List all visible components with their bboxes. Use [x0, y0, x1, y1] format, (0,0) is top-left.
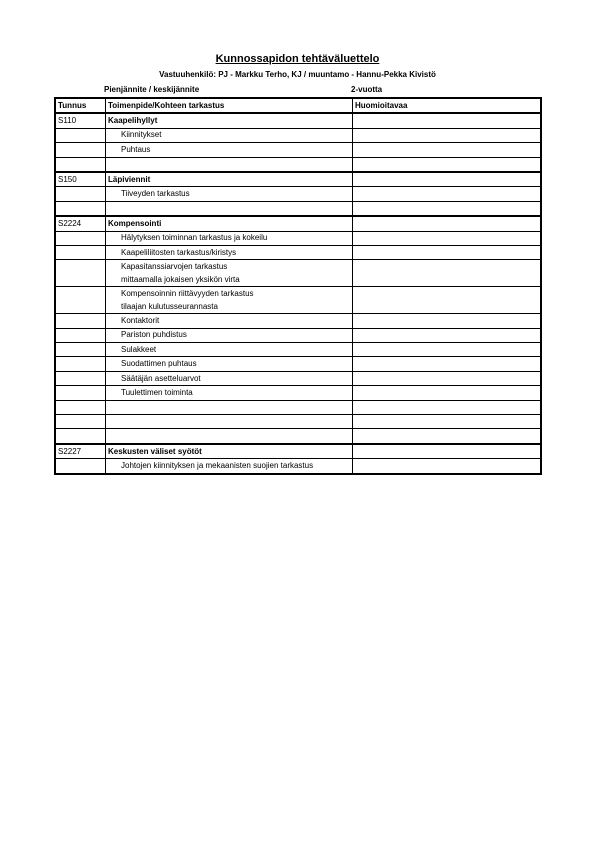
- section-row: [55, 172, 541, 187]
- column-header-code: Tunnus: [55, 98, 106, 113]
- task-code: [55, 260, 106, 287]
- table-row: [55, 415, 541, 429]
- task-code: [55, 201, 106, 216]
- task-code: [55, 400, 106, 414]
- task-item: [106, 400, 353, 414]
- table-row: [55, 357, 541, 371]
- notes-cell: [353, 260, 542, 287]
- task-item: Kiinnitykset: [106, 128, 353, 142]
- section-row: [55, 113, 541, 128]
- section-row: [55, 216, 541, 231]
- notes-cell: [353, 187, 542, 201]
- task-code: [55, 157, 106, 172]
- notes-cell: [353, 314, 542, 328]
- notes-cell: [353, 172, 542, 187]
- task-code: [55, 386, 106, 400]
- notes-cell: [353, 343, 542, 357]
- responsible-persons: Vastuuhenkilö: PJ - Markku Terho, KJ / muuntamo - Hannu-Pekka Kivistö: [159, 70, 436, 79]
- section-title: Kompensointi: [106, 216, 353, 231]
- notes-cell: [353, 143, 542, 157]
- table-row: [55, 287, 541, 314]
- task-code: S110: [55, 113, 106, 128]
- notes-cell: [353, 444, 542, 459]
- notes-cell: [353, 157, 542, 172]
- table-row: [55, 386, 541, 400]
- task-code: [55, 328, 106, 342]
- table-row: [55, 343, 541, 357]
- task-code: [55, 314, 106, 328]
- notes-cell: [353, 245, 542, 259]
- notes-cell: [353, 128, 542, 142]
- notes-cell: [353, 328, 542, 342]
- table-row: [55, 157, 541, 172]
- section-title: Kaapelihyllyt: [106, 113, 353, 128]
- table-row: [55, 231, 541, 245]
- table-row: [55, 260, 541, 287]
- notes-cell: [353, 201, 542, 216]
- notes-cell: [353, 386, 542, 400]
- task-code: [55, 287, 106, 314]
- notes-cell: [353, 400, 542, 414]
- task-item: Puhtaus: [106, 143, 353, 157]
- notes-cell: [353, 231, 542, 245]
- task-code: [55, 357, 106, 371]
- notes-cell: [353, 287, 542, 314]
- notes-cell: [353, 216, 542, 231]
- task-item: Kontaktorit: [106, 314, 353, 328]
- task-item: [106, 201, 353, 216]
- task-item: [106, 157, 353, 172]
- task-item-line: tilaajan kulutusseurannasta: [121, 301, 218, 311]
- notes-cell: [353, 459, 542, 474]
- task-item: [106, 260, 353, 287]
- task-item: Pariston puhdistus: [106, 328, 353, 342]
- section-title: Läpiviennit: [106, 172, 353, 187]
- task-item-line: Kompensoinnin riittävyyden tarkastus: [121, 288, 254, 298]
- task-code: S150: [55, 172, 106, 187]
- table-row: [55, 187, 541, 201]
- task-code: [55, 231, 106, 245]
- notes-cell: [353, 371, 542, 385]
- table-row: [55, 371, 541, 385]
- table-row: [55, 201, 541, 216]
- task-item: Säätäjän asetteluarvot: [106, 371, 353, 385]
- task-code: [55, 415, 106, 429]
- task-code: S2227: [55, 444, 106, 459]
- task-table: [54, 97, 542, 475]
- task-code: [55, 128, 106, 142]
- task-item: Kaapeliliitosten tarkastus/kiristys: [106, 245, 353, 259]
- document-title: Kunnossapidon tehtäväluettelo: [215, 53, 380, 65]
- task-code: [55, 187, 106, 201]
- table-row: [55, 143, 541, 157]
- task-item-line: Kapasitanssiarvojen tarkastus: [121, 261, 228, 271]
- column-header-task: Toimenpide/Kohteen tarkastus: [106, 98, 353, 113]
- table-row: [55, 128, 541, 142]
- section-row: [55, 444, 541, 459]
- task-code: [55, 245, 106, 259]
- task-code: [55, 143, 106, 157]
- task-code: [55, 429, 106, 444]
- task-item: Tuulettimen toiminta: [106, 386, 353, 400]
- section-title: Keskusten väliset syötöt: [106, 444, 353, 459]
- task-code: S2224: [55, 216, 106, 231]
- notes-cell: [353, 113, 542, 128]
- table-row: [55, 459, 541, 474]
- task-item: [106, 429, 353, 444]
- task-item-line: mittaamalla jokaisen yksikön virta: [121, 274, 240, 284]
- voltage-category: Pienjännite / keskijännite: [104, 85, 200, 94]
- table-row: [55, 328, 541, 342]
- task-item: Sulakkeet: [106, 343, 353, 357]
- column-header-notes: Huomioitavaa: [353, 98, 542, 113]
- task-item: Suodattimen puhtaus: [106, 357, 353, 371]
- task-item: [106, 415, 353, 429]
- table-row: [55, 429, 541, 444]
- notes-cell: [353, 415, 542, 429]
- table-row: [55, 314, 541, 328]
- task-code: [55, 343, 106, 357]
- notes-cell: [353, 357, 542, 371]
- table-row: [55, 245, 541, 259]
- table-header-row: [55, 98, 541, 113]
- task-item: Johtojen kiinnityksen ja mekaanisten suojien tarkastus: [106, 459, 353, 474]
- inspection-interval: 2-vuotta: [351, 85, 383, 94]
- notes-cell: [353, 429, 542, 444]
- table-row: [55, 400, 541, 414]
- task-item: Hälytyksen toiminnan tarkastus ja kokeilu: [106, 231, 353, 245]
- task-item: [106, 287, 353, 314]
- task-item: Tiiveyden tarkastus: [106, 187, 353, 201]
- task-code: [55, 371, 106, 385]
- task-code: [55, 459, 106, 474]
